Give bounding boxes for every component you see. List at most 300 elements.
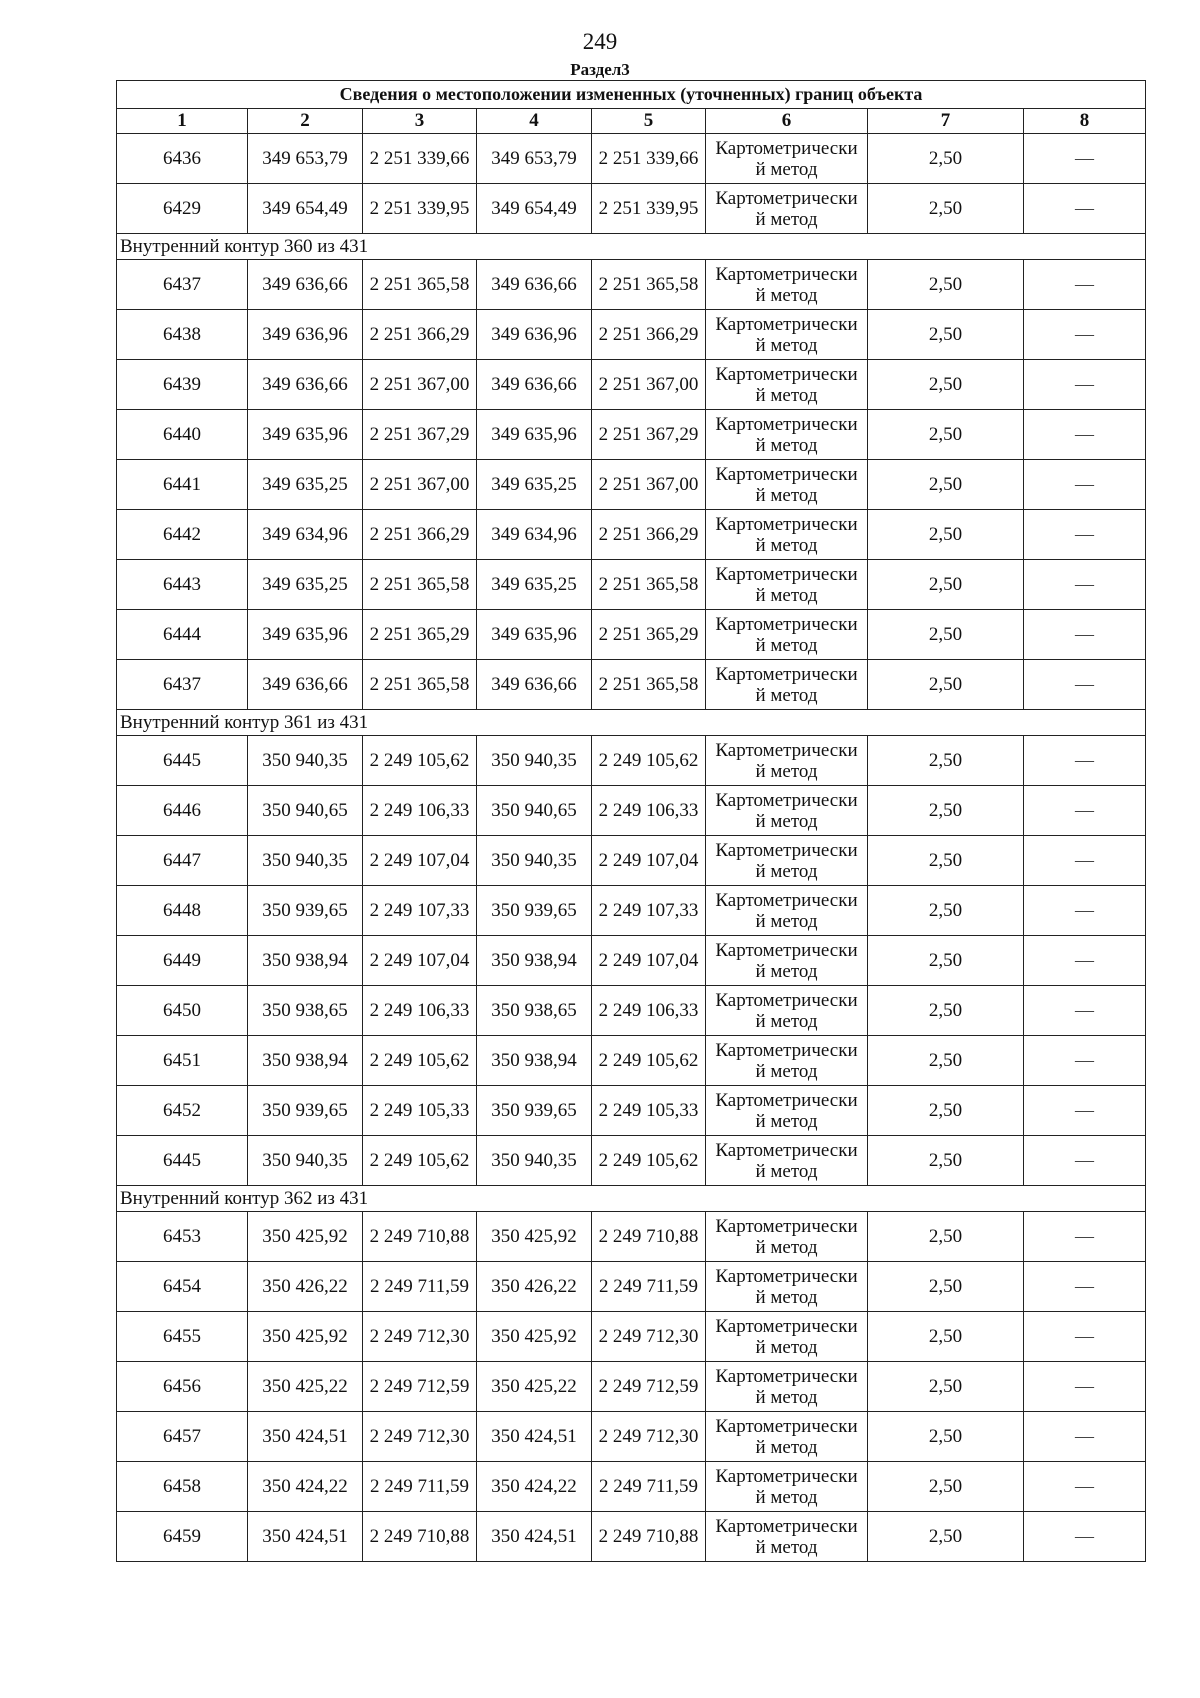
- method-line: Картометрически: [715, 939, 858, 961]
- method-cell: [706, 1512, 868, 1562]
- accuracy-cell: 2,50: [868, 1512, 1024, 1562]
- y-coordinate-cell: 2 251 367,29: [592, 410, 706, 460]
- method-cell: [706, 1312, 868, 1362]
- method-cell: [706, 184, 868, 234]
- x-coordinate-cell: 349 636,96: [248, 310, 363, 360]
- empty-cell: —: [1024, 660, 1146, 710]
- point-number-cell: 6448: [117, 886, 248, 936]
- accuracy-cell: 2,50: [868, 786, 1024, 836]
- accuracy-cell: 2,50: [868, 1412, 1024, 1462]
- y-coordinate-cell: 2 249 711,59: [592, 1262, 706, 1312]
- y-coordinate-cell: 2 249 107,04: [592, 836, 706, 886]
- table-row: [117, 1262, 1146, 1312]
- point-number-cell: 6457: [117, 1412, 248, 1462]
- accuracy-cell: 2,50: [868, 1262, 1024, 1312]
- method-line: й метод: [755, 334, 818, 356]
- empty-cell: —: [1024, 310, 1146, 360]
- method-line: Картометрически: [715, 1515, 858, 1537]
- x-coordinate-cell: 349 636,66: [248, 260, 363, 310]
- x-coordinate-cell: 350 938,65: [248, 986, 363, 1036]
- method-cell: [706, 660, 868, 710]
- x-coordinate-cell: 350 940,65: [248, 786, 363, 836]
- table-row: [117, 134, 1146, 184]
- point-number-cell: 6437: [117, 260, 248, 310]
- y-coordinate-cell: 2 249 712,30: [592, 1312, 706, 1362]
- empty-cell: —: [1024, 460, 1146, 510]
- method-line: Картометрически: [715, 1315, 858, 1337]
- method-cell: [706, 936, 868, 986]
- method-cell: [706, 610, 868, 660]
- table-row: [117, 1412, 1146, 1462]
- boundary-coordinates-table: [116, 80, 1146, 1562]
- method-line: й метод: [755, 760, 818, 782]
- accuracy-cell: 2,50: [868, 184, 1024, 234]
- contour-heading: Внутренний контур 361 из 431: [117, 710, 1146, 736]
- empty-cell: —: [1024, 786, 1146, 836]
- y-coordinate-cell: 2 249 711,59: [363, 1462, 477, 1512]
- table-row: [117, 460, 1146, 510]
- table-row: [117, 310, 1146, 360]
- empty-cell: —: [1024, 1362, 1146, 1412]
- empty-cell: —: [1024, 1312, 1146, 1362]
- method-line: й метод: [755, 384, 818, 406]
- method-cell: [706, 260, 868, 310]
- table-row: [117, 560, 1146, 610]
- y-coordinate-cell: 2 249 106,33: [363, 986, 477, 1036]
- y-coordinate-cell: 2 251 366,29: [592, 310, 706, 360]
- y-coordinate-cell: 2 249 105,62: [592, 736, 706, 786]
- x-coordinate-cell: 350 424,22: [477, 1462, 592, 1512]
- method-line: й метод: [755, 1286, 818, 1308]
- x-coordinate-cell: 350 426,22: [477, 1262, 592, 1312]
- method-line: Картометрически: [715, 137, 858, 159]
- y-coordinate-cell: 2 251 366,29: [592, 510, 706, 560]
- method-line: Картометрически: [715, 613, 858, 635]
- method-line: Картометрически: [715, 1265, 858, 1287]
- method-line: й метод: [755, 1536, 818, 1558]
- method-cell: [706, 1362, 868, 1412]
- x-coordinate-cell: 349 636,96: [477, 310, 592, 360]
- x-coordinate-cell: 350 940,65: [477, 786, 592, 836]
- column-header-row: [117, 109, 1146, 134]
- empty-cell: —: [1024, 1086, 1146, 1136]
- method-cell: [706, 736, 868, 786]
- column-header: 2: [248, 109, 363, 134]
- accuracy-cell: 2,50: [868, 986, 1024, 1036]
- column-header: 4: [477, 109, 592, 134]
- y-coordinate-cell: 2 249 710,88: [363, 1512, 477, 1562]
- method-line: й метод: [755, 684, 818, 706]
- x-coordinate-cell: 350 424,51: [248, 1512, 363, 1562]
- x-coordinate-cell: 350 424,51: [477, 1512, 592, 1562]
- method-line: й метод: [755, 1386, 818, 1408]
- x-coordinate-cell: 350 424,51: [248, 1412, 363, 1462]
- empty-cell: —: [1024, 886, 1146, 936]
- column-header: 6: [706, 109, 868, 134]
- x-coordinate-cell: 350 426,22: [248, 1262, 363, 1312]
- method-cell: [706, 1136, 868, 1186]
- empty-cell: —: [1024, 1512, 1146, 1562]
- x-coordinate-cell: 349 636,66: [477, 260, 592, 310]
- point-number-cell: 6440: [117, 410, 248, 460]
- point-number-cell: 6453: [117, 1212, 248, 1262]
- method-line: й метод: [755, 1160, 818, 1182]
- x-coordinate-cell: 350 939,65: [477, 886, 592, 936]
- x-coordinate-cell: 349 653,79: [477, 134, 592, 184]
- y-coordinate-cell: 2 251 367,00: [592, 360, 706, 410]
- method-cell: [706, 986, 868, 1036]
- y-coordinate-cell: 2 249 105,33: [363, 1086, 477, 1136]
- x-coordinate-cell: 349 635,25: [248, 560, 363, 610]
- method-line: Картометрически: [715, 663, 858, 685]
- x-coordinate-cell: 350 940,35: [477, 736, 592, 786]
- empty-cell: —: [1024, 610, 1146, 660]
- method-line: й метод: [755, 810, 818, 832]
- contour-heading: Внутренний контур 360 из 431: [117, 234, 1146, 260]
- point-number-cell: 6436: [117, 134, 248, 184]
- x-coordinate-cell: 349 635,25: [477, 560, 592, 610]
- x-coordinate-cell: 350 425,92: [248, 1312, 363, 1362]
- accuracy-cell: 2,50: [868, 310, 1024, 360]
- y-coordinate-cell: 2 251 365,58: [363, 260, 477, 310]
- contour-heading-row: [117, 1186, 1146, 1212]
- x-coordinate-cell: 349 635,96: [248, 410, 363, 460]
- point-number-cell: 6446: [117, 786, 248, 836]
- empty-cell: —: [1024, 1262, 1146, 1312]
- method-line: Картометрически: [715, 1365, 858, 1387]
- method-line: й метод: [755, 484, 818, 506]
- x-coordinate-cell: 350 940,35: [477, 836, 592, 886]
- empty-cell: —: [1024, 1036, 1146, 1086]
- y-coordinate-cell: 2 251 367,00: [363, 460, 477, 510]
- x-coordinate-cell: 349 634,96: [477, 510, 592, 560]
- method-line: й метод: [755, 584, 818, 606]
- accuracy-cell: 2,50: [868, 1136, 1024, 1186]
- point-number-cell: 6439: [117, 360, 248, 410]
- table-row: [117, 786, 1146, 836]
- method-line: й метод: [755, 1236, 818, 1258]
- accuracy-cell: 2,50: [868, 510, 1024, 560]
- empty-cell: —: [1024, 1412, 1146, 1462]
- method-cell: [706, 510, 868, 560]
- y-coordinate-cell: 2 249 105,62: [363, 1036, 477, 1086]
- point-number-cell: 6445: [117, 736, 248, 786]
- point-number-cell: 6449: [117, 936, 248, 986]
- table-row: [117, 1462, 1146, 1512]
- y-coordinate-cell: 2 251 339,66: [363, 134, 477, 184]
- y-coordinate-cell: 2 251 367,00: [363, 360, 477, 410]
- method-cell: [706, 1412, 868, 1462]
- y-coordinate-cell: 2 249 105,62: [363, 1136, 477, 1186]
- accuracy-cell: 2,50: [868, 134, 1024, 184]
- x-coordinate-cell: 350 424,22: [248, 1462, 363, 1512]
- contour-heading-row: [117, 234, 1146, 260]
- empty-cell: —: [1024, 184, 1146, 234]
- x-coordinate-cell: 349 654,49: [248, 184, 363, 234]
- x-coordinate-cell: 350 938,65: [477, 986, 592, 1036]
- y-coordinate-cell: 2 249 106,33: [592, 786, 706, 836]
- method-line: й метод: [755, 1436, 818, 1458]
- y-coordinate-cell: 2 249 107,33: [363, 886, 477, 936]
- method-line: й метод: [755, 860, 818, 882]
- x-coordinate-cell: 349 635,96: [477, 610, 592, 660]
- x-coordinate-cell: 349 634,96: [248, 510, 363, 560]
- y-coordinate-cell: 2 251 367,29: [363, 410, 477, 460]
- point-number-cell: 6443: [117, 560, 248, 610]
- column-header: 1: [117, 109, 248, 134]
- method-line: й метод: [755, 960, 818, 982]
- table-row: [117, 660, 1146, 710]
- method-line: й метод: [755, 284, 818, 306]
- x-coordinate-cell: 350 940,35: [248, 736, 363, 786]
- contour-heading-row: [117, 710, 1146, 736]
- x-coordinate-cell: 350 425,92: [477, 1312, 592, 1362]
- table-row: [117, 836, 1146, 886]
- y-coordinate-cell: 2 249 712,59: [592, 1362, 706, 1412]
- method-line: Картометрически: [715, 739, 858, 761]
- table-row: [117, 510, 1146, 560]
- method-cell: [706, 1262, 868, 1312]
- x-coordinate-cell: 350 938,94: [248, 936, 363, 986]
- column-header: 7: [868, 109, 1024, 134]
- page-number: 249: [582, 29, 618, 54]
- y-coordinate-cell: 2 249 711,59: [592, 1462, 706, 1512]
- empty-cell: —: [1024, 986, 1146, 1036]
- accuracy-cell: 2,50: [868, 410, 1024, 460]
- y-coordinate-cell: 2 249 105,62: [363, 736, 477, 786]
- accuracy-cell: 2,50: [868, 1462, 1024, 1512]
- method-cell: [706, 560, 868, 610]
- accuracy-cell: 2,50: [868, 660, 1024, 710]
- x-coordinate-cell: 350 425,22: [477, 1362, 592, 1412]
- table-row: [117, 610, 1146, 660]
- point-number-cell: 6455: [117, 1312, 248, 1362]
- accuracy-cell: 2,50: [868, 1312, 1024, 1362]
- point-number-cell: 6450: [117, 986, 248, 1036]
- y-coordinate-cell: 2 249 105,62: [592, 1036, 706, 1086]
- y-coordinate-cell: 2 251 365,58: [363, 560, 477, 610]
- point-number-cell: 6452: [117, 1086, 248, 1136]
- table-row: [117, 360, 1146, 410]
- method-line: Картометрически: [715, 839, 858, 861]
- method-line: й метод: [755, 208, 818, 230]
- method-line: Картометрически: [715, 1139, 858, 1161]
- method-cell: [706, 786, 868, 836]
- y-coordinate-cell: 2 251 365,29: [363, 610, 477, 660]
- empty-cell: —: [1024, 260, 1146, 310]
- table-row: [117, 184, 1146, 234]
- contour-heading: Внутренний контур 362 из 431: [117, 1186, 1146, 1212]
- point-number-cell: 6454: [117, 1262, 248, 1312]
- accuracy-cell: 2,50: [868, 936, 1024, 986]
- x-coordinate-cell: 350 939,65: [248, 886, 363, 936]
- y-coordinate-cell: 2 251 339,66: [592, 134, 706, 184]
- x-coordinate-cell: 349 636,66: [477, 360, 592, 410]
- accuracy-cell: 2,50: [868, 1086, 1024, 1136]
- method-line: Картометрически: [715, 1415, 858, 1437]
- method-cell: [706, 836, 868, 886]
- y-coordinate-cell: 2 249 107,04: [363, 836, 477, 886]
- x-coordinate-cell: 349 635,25: [248, 460, 363, 510]
- x-coordinate-cell: 349 636,66: [248, 360, 363, 410]
- method-line: Картометрически: [715, 1465, 858, 1487]
- method-line: Картометрически: [715, 513, 858, 535]
- table-row: [117, 410, 1146, 460]
- y-coordinate-cell: 2 251 365,58: [592, 260, 706, 310]
- table-caption-row: [117, 81, 1146, 109]
- method-cell: [706, 886, 868, 936]
- empty-cell: —: [1024, 1136, 1146, 1186]
- y-coordinate-cell: 2 251 367,00: [592, 460, 706, 510]
- point-number-cell: 6456: [117, 1362, 248, 1412]
- table-body: [117, 81, 1146, 1562]
- table-row: [117, 736, 1146, 786]
- method-cell: [706, 134, 868, 184]
- point-number-cell: 6437: [117, 660, 248, 710]
- method-line: Картометрически: [715, 263, 858, 285]
- x-coordinate-cell: 349 635,25: [477, 460, 592, 510]
- table-row: [117, 986, 1146, 1036]
- empty-cell: —: [1024, 1462, 1146, 1512]
- method-line: й метод: [755, 1486, 818, 1508]
- method-line: Картометрически: [715, 313, 858, 335]
- table-caption: Сведения о местоположении измененных (уточненных) границ объекта: [117, 81, 1146, 109]
- x-coordinate-cell: 350 424,51: [477, 1412, 592, 1462]
- empty-cell: —: [1024, 936, 1146, 986]
- empty-cell: —: [1024, 510, 1146, 560]
- method-line: й метод: [755, 1110, 818, 1132]
- method-cell: [706, 410, 868, 460]
- method-line: Картометрически: [715, 1215, 858, 1237]
- x-coordinate-cell: 350 940,35: [248, 1136, 363, 1186]
- method-line: Картометрически: [715, 989, 858, 1011]
- point-number-cell: 6447: [117, 836, 248, 886]
- x-coordinate-cell: 350 939,65: [248, 1086, 363, 1136]
- table-row: [117, 1136, 1146, 1186]
- y-coordinate-cell: 2 249 711,59: [363, 1262, 477, 1312]
- method-line: Картометрически: [715, 363, 858, 385]
- method-line: Картометрически: [715, 1039, 858, 1061]
- accuracy-cell: 2,50: [868, 260, 1024, 310]
- x-coordinate-cell: 349 636,66: [248, 660, 363, 710]
- x-coordinate-cell: 349 635,96: [248, 610, 363, 660]
- point-number-cell: 6429: [117, 184, 248, 234]
- y-coordinate-cell: 2 251 365,58: [363, 660, 477, 710]
- section-title: Раздел3: [570, 60, 630, 79]
- method-cell: [706, 460, 868, 510]
- x-coordinate-cell: 350 938,94: [477, 1036, 592, 1086]
- method-line: й метод: [755, 1060, 818, 1082]
- point-number-cell: 6444: [117, 610, 248, 660]
- y-coordinate-cell: 2 249 105,62: [592, 1136, 706, 1186]
- method-line: Картометрически: [715, 789, 858, 811]
- table-row: [117, 1212, 1146, 1262]
- accuracy-cell: 2,50: [868, 1036, 1024, 1086]
- x-coordinate-cell: 349 635,96: [477, 410, 592, 460]
- accuracy-cell: 2,50: [868, 560, 1024, 610]
- table-row: [117, 936, 1146, 986]
- method-line: й метод: [755, 634, 818, 656]
- y-coordinate-cell: 2 249 107,04: [592, 936, 706, 986]
- point-number-cell: 6438: [117, 310, 248, 360]
- y-coordinate-cell: 2 251 339,95: [592, 184, 706, 234]
- column-header: 3: [363, 109, 477, 134]
- x-coordinate-cell: 350 938,94: [477, 936, 592, 986]
- empty-cell: —: [1024, 736, 1146, 786]
- y-coordinate-cell: 2 249 710,88: [592, 1512, 706, 1562]
- x-coordinate-cell: 349 636,66: [477, 660, 592, 710]
- y-coordinate-cell: 2 249 712,30: [592, 1412, 706, 1462]
- accuracy-cell: 2,50: [868, 736, 1024, 786]
- accuracy-cell: 2,50: [868, 886, 1024, 936]
- point-number-cell: 6442: [117, 510, 248, 560]
- y-coordinate-cell: 2 249 712,30: [363, 1312, 477, 1362]
- accuracy-cell: 2,50: [868, 836, 1024, 886]
- method-cell: [706, 1212, 868, 1262]
- accuracy-cell: 2,50: [868, 610, 1024, 660]
- y-coordinate-cell: 2 249 710,88: [592, 1212, 706, 1262]
- point-number-cell: 6451: [117, 1036, 248, 1086]
- y-coordinate-cell: 2 249 107,04: [363, 936, 477, 986]
- x-coordinate-cell: 349 654,49: [477, 184, 592, 234]
- y-coordinate-cell: 2 251 366,29: [363, 510, 477, 560]
- y-coordinate-cell: 2 251 365,58: [592, 660, 706, 710]
- method-line: Картометрически: [715, 187, 858, 209]
- column-header: 8: [1024, 109, 1146, 134]
- method-cell: [706, 1462, 868, 1512]
- table-row: [117, 1362, 1146, 1412]
- y-coordinate-cell: 2 249 107,33: [592, 886, 706, 936]
- y-coordinate-cell: 2 251 365,58: [592, 560, 706, 610]
- method-line: й метод: [755, 434, 818, 456]
- x-coordinate-cell: 350 938,94: [248, 1036, 363, 1086]
- method-line: й метод: [755, 910, 818, 932]
- method-line: Картометрически: [715, 563, 858, 585]
- method-line: Картометрически: [715, 889, 858, 911]
- table-row: [117, 886, 1146, 936]
- y-coordinate-cell: 2 249 710,88: [363, 1212, 477, 1262]
- method-line: й метод: [755, 158, 818, 180]
- method-cell: [706, 1086, 868, 1136]
- y-coordinate-cell: 2 251 339,95: [363, 184, 477, 234]
- method-line: Картометрически: [715, 463, 858, 485]
- y-coordinate-cell: 2 249 712,59: [363, 1362, 477, 1412]
- y-coordinate-cell: 2 249 106,33: [363, 786, 477, 836]
- x-coordinate-cell: 350 425,92: [248, 1212, 363, 1262]
- method-cell: [706, 1036, 868, 1086]
- y-coordinate-cell: 2 249 712,30: [363, 1412, 477, 1462]
- method-line: й метод: [755, 1336, 818, 1358]
- y-coordinate-cell: 2 249 106,33: [592, 986, 706, 1036]
- x-coordinate-cell: 349 653,79: [248, 134, 363, 184]
- x-coordinate-cell: 350 425,22: [248, 1362, 363, 1412]
- table-row: [117, 260, 1146, 310]
- y-coordinate-cell: 2 251 365,29: [592, 610, 706, 660]
- table-row: [117, 1036, 1146, 1086]
- point-number-cell: 6459: [117, 1512, 248, 1562]
- accuracy-cell: 2,50: [868, 1362, 1024, 1412]
- table-row: [117, 1086, 1146, 1136]
- accuracy-cell: 2,50: [868, 1212, 1024, 1262]
- column-header: 5: [592, 109, 706, 134]
- point-number-cell: 6441: [117, 460, 248, 510]
- point-number-cell: 6458: [117, 1462, 248, 1512]
- empty-cell: —: [1024, 134, 1146, 184]
- table-row: [117, 1512, 1146, 1562]
- x-coordinate-cell: 350 939,65: [477, 1086, 592, 1136]
- empty-cell: —: [1024, 1212, 1146, 1262]
- method-line: й метод: [755, 534, 818, 556]
